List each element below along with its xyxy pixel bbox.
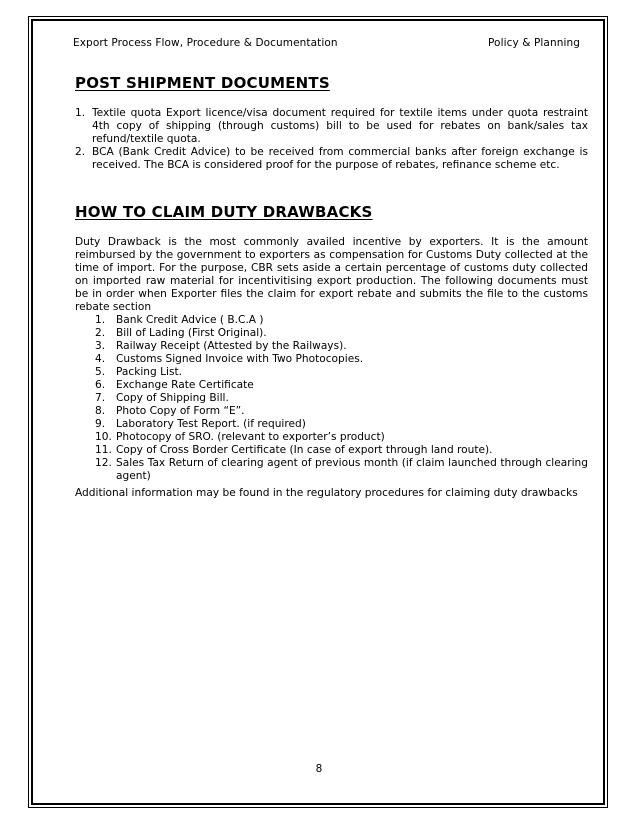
list-item-text: Laboratory Test Report. (if required) <box>116 418 306 430</box>
list-item-number: 12. <box>95 457 112 469</box>
list-item-number: 5. <box>95 366 106 378</box>
list-item-number: 6. <box>95 379 106 391</box>
list-item-text: Copy of Shipping Bill. <box>116 392 229 404</box>
post-shipment-list <box>75 107 588 172</box>
list-item-text: Photocopy of SRO. (relevant to exporter’s product) <box>116 431 385 443</box>
list-item <box>95 444 588 457</box>
list-item <box>95 418 588 431</box>
section-title-post-shipment: POST SHIPMENT DOCUMENTS <box>75 74 330 92</box>
list-item-number: 1. <box>95 314 106 326</box>
closing-paragraph: Additional information may be found in the regulatory procedures for claiming duty drawbacks <box>75 487 578 499</box>
list-item-text: Sales Tax Return of clearing agent of previous month (if claim launched through clearing agent) <box>116 457 588 482</box>
list-item <box>95 314 588 327</box>
page-number: 8 <box>315 763 323 775</box>
header-right-text: Policy & Planning <box>488 37 580 49</box>
header-left-text: Export Process Flow, Procedure & Documentation <box>73 37 338 49</box>
list-item <box>75 107 588 146</box>
list-item-number: 9. <box>95 418 106 430</box>
list-item <box>95 366 588 379</box>
list-item-number: 8. <box>95 405 106 417</box>
section-title-duty-drawbacks: HOW TO CLAIM DUTY DRAWBACKS <box>75 203 373 221</box>
list-item-number: 3. <box>95 340 106 352</box>
list-item <box>95 379 588 392</box>
list-item <box>95 405 588 418</box>
list-item-text: Railway Receipt (Attested by the Railways). <box>116 340 347 352</box>
list-item <box>95 392 588 405</box>
list-item-text: BCA (Bank Credit Advice) to be received from commercial banks after foreign exchange is received. The BCA is considered proof for the purpose of rebates, refinance scheme etc. <box>92 146 588 171</box>
list-item-number: 2. <box>75 146 86 158</box>
list-item-number: 11. <box>95 444 112 456</box>
list-item-text: Exchange Rate Certificate <box>116 379 254 391</box>
duty-drawback-intro: Duty Drawback is the most commonly availed incentive by exporters. It is the amount reimbursed by the government to exporters as compensation for Customs Duty collected at the time of import. For the purpose, CBR sets aside a certain percentage of customs duty collected on imported raw material for incentivitising export production. The following documents must be in order when Exporter files the claim for export rebate and submits the file to the customs rebate section <box>75 236 588 313</box>
list-item-text: Customs Signed Invoice with Two Photocopies. <box>116 353 364 365</box>
duty-drawback-body <box>75 236 588 500</box>
list-item-number: 1. <box>75 107 86 119</box>
required-documents-list <box>75 314 588 483</box>
list-item-number: 4. <box>95 353 106 365</box>
list-item-text: Textile quota Export licence/visa document required for textile items under quota restraint 4th copy of shipping (through customs) bill to be used for rebates on bank/sales tax refund/textile quota. <box>92 107 588 145</box>
list-item <box>95 327 588 340</box>
list-item-text: Photo Copy of Form “E”. <box>116 405 245 417</box>
list-item <box>75 146 588 172</box>
list-item-number: 10. <box>95 431 112 443</box>
list-item <box>95 340 588 353</box>
list-item-number: 2. <box>95 327 106 339</box>
list-item-text: Packing List. <box>116 366 182 378</box>
list-item-number: 7. <box>95 392 106 404</box>
list-item-text: Bank Credit Advice ( B.C.A ) <box>116 314 264 326</box>
list-item <box>95 457 588 483</box>
list-item-text: Bill of Lading (First Original). <box>116 327 267 339</box>
list-item <box>95 353 588 366</box>
list-item <box>95 431 588 444</box>
list-item-text: Copy of Cross Border Certificate (In case of export through land route). <box>116 444 493 456</box>
post-shipment-list-container <box>75 107 588 172</box>
